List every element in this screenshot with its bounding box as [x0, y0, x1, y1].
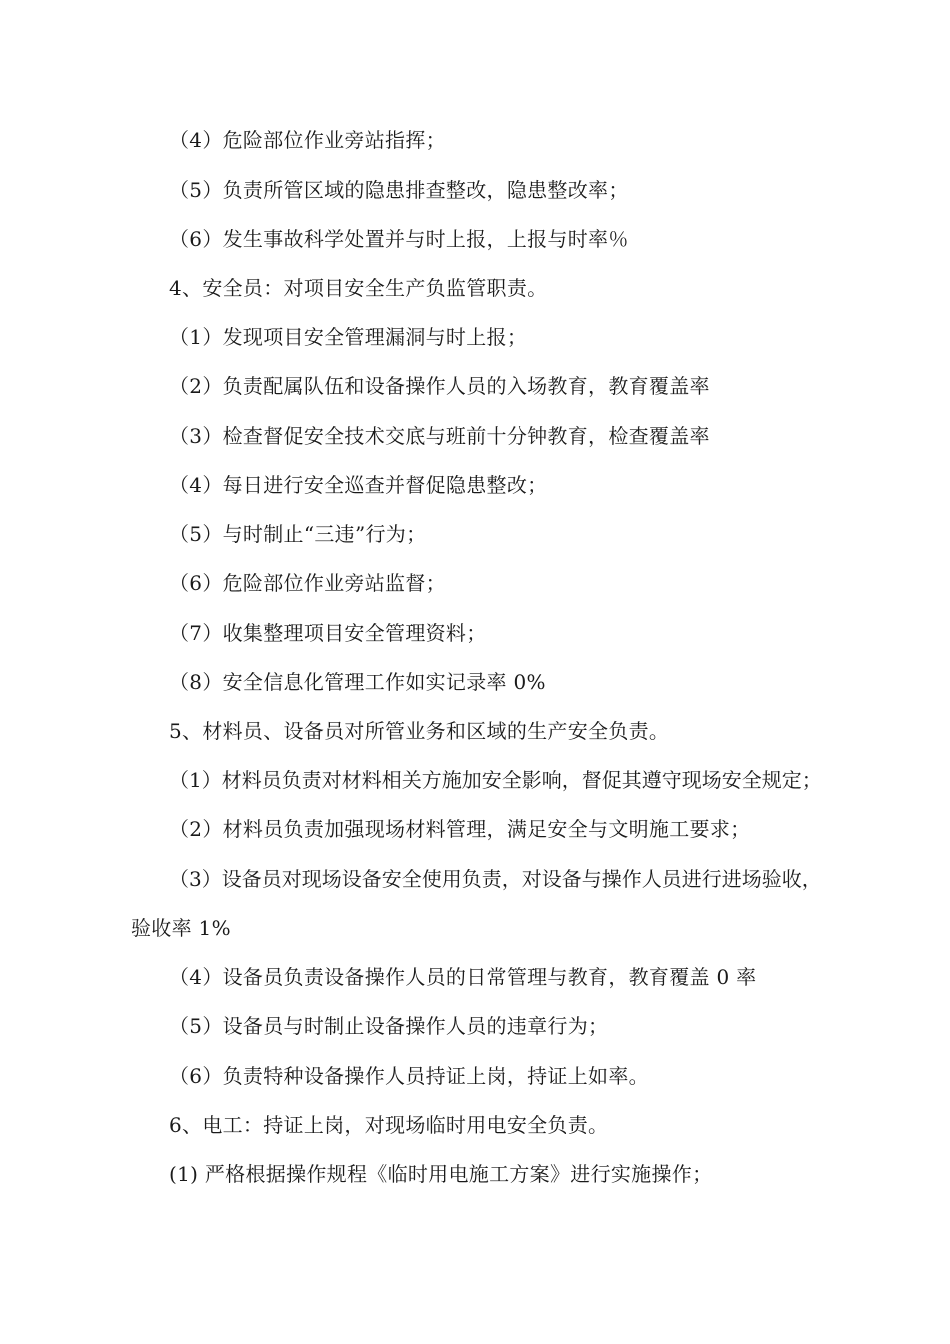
text-line: （1）发现项目安全管理漏洞与时上报；	[169, 325, 528, 349]
text-line: （3）设备员对现场设备安全使用负责，对设备与操作人员进行进场验收，	[169, 867, 822, 891]
text-line: （7）收集整理项目安全管理资料；	[169, 621, 487, 645]
section-heading: 4、安全员：对项目安全生产负监管职责。	[169, 276, 548, 300]
text-line-continuation: 验收率 1%	[131, 916, 231, 940]
text-line: （2）负责配属队伍和设备操作人员的入场教育，教育覆盖率	[169, 374, 710, 398]
text-line: （5）与时制止“三违”行为；	[169, 522, 427, 546]
text-line: （6）发生事故科学处置并与时上报，上报与时率％	[169, 227, 629, 251]
text-line: （6）危险部位作业旁站监督；	[169, 571, 446, 595]
section-heading: 5、材料员、设备员对所管业务和区域的生产安全负责。	[169, 719, 670, 743]
section-heading: 6、电工：持证上岗，对现场临时用电安全负责。	[169, 1113, 609, 1137]
text-line: （5）负责所管区域的隐患排查整改，隐患整改率；	[169, 178, 629, 202]
text-line: （4）设备员负责设备操作人员的日常管理与教育，教育覆盖 0 率	[169, 965, 757, 989]
text-line: （2）材料员负责加强现场材料管理，满足安全与文明施工要求；	[169, 817, 751, 841]
text-line: (1) 严格根据操作规程《临时用电施工方案》进行实施操作；	[169, 1162, 713, 1186]
text-line: （1）材料员负责对材料相关方施加安全影响，督促其遵守现场安全规定；	[169, 768, 822, 792]
text-line: （8）安全信息化管理工作如实记录率 0%	[169, 670, 546, 694]
text-line: （3）检查督促安全技术交底与班前十分钟教育，检查覆盖率	[169, 424, 710, 448]
text-line: （6）负责特种设备操作人员持证上岗，持证上如率。	[169, 1064, 649, 1088]
text-line: （5）设备员与时制止设备操作人员的违章行为；	[169, 1014, 609, 1038]
text-line: （4）危险部位作业旁站指挥；	[169, 128, 446, 152]
text-line: （4）每日进行安全巡查并督促隐患整改；	[169, 473, 548, 497]
